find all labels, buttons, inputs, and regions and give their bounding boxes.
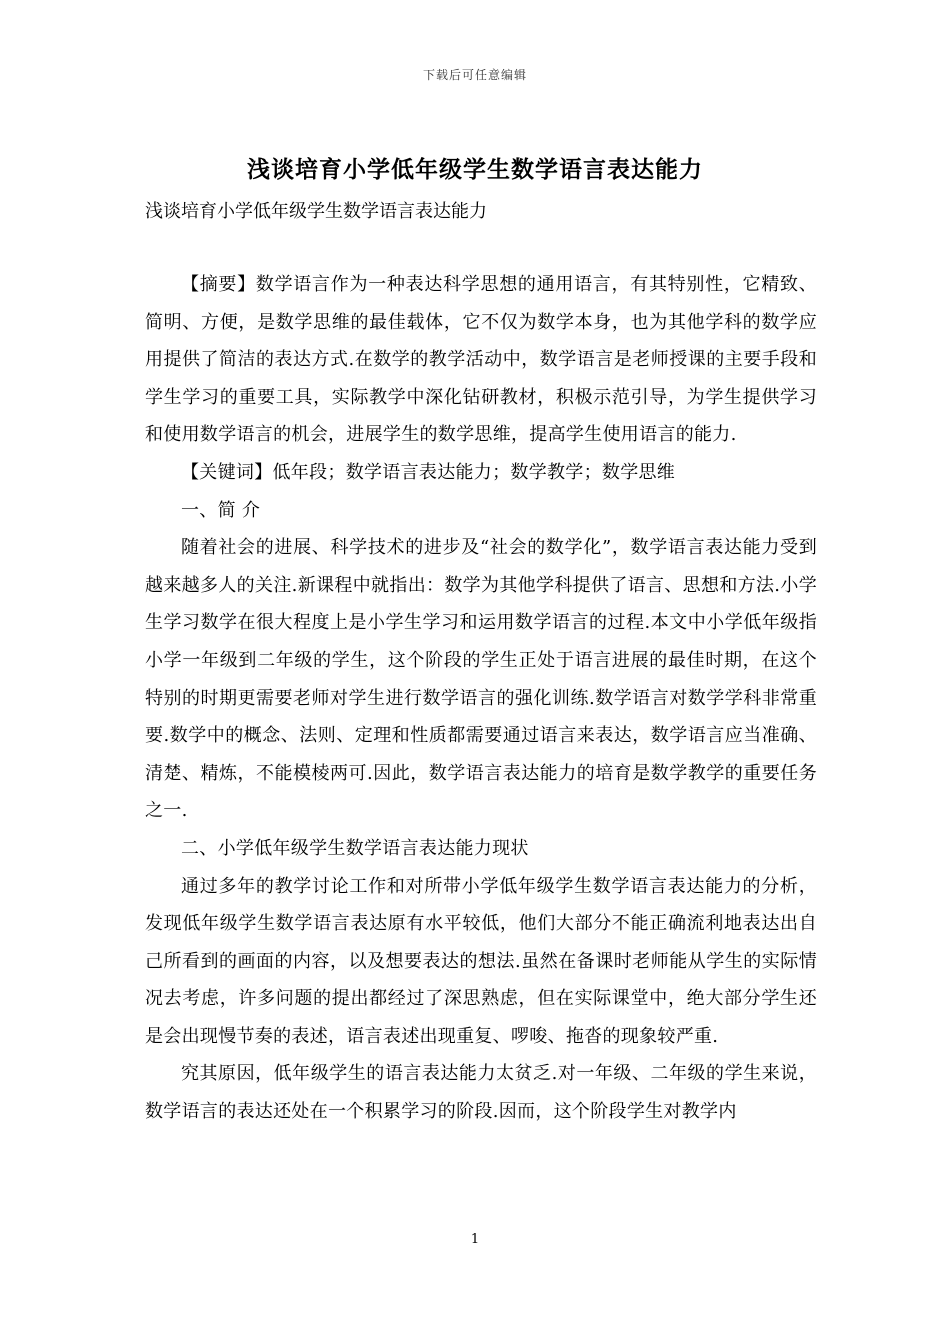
page-number: 1 — [470, 1232, 480, 1247]
header-note: 下载后可任意编辑 — [422, 68, 527, 82]
document-body — [145, 266, 817, 1131]
section-heading-introduction: 一、简 介 — [181, 499, 261, 521]
document-title: 浅谈培育小学低年级学生数学语言表达能力 — [247, 156, 703, 183]
abstract-paragraph: 【摘要】数学语言作为一种表达科学思想的通用语言，有其特别性，它精致、简明、方便，是数学思维的最佳载体，它不仅为数学本身，也为其他学科的数学应用提供了简洁的表达方式.在数学的教学活动中，数学语言是老师授课的主要手段和学生学习的重要工具，实际教学中深化钻研教材，积极示范引导，为学生提供学习和使用数学语言的机会，进展学生的数学思维，提高学生使用语言的能力. — [145, 274, 817, 446]
introduction-paragraph: 随着社会的进展、科学技术的进步及“社会的数学化”，数学语言表达能力受到越来越多人的关注.新课程中就指出：数学为其他学科提供了语言、思想和方法.小学生学习数学在很大程度上是小学生学习和运用数学语言的过程.本文中小学低年级指小学一年级到二年级的学生，这个阶段的学生正处于语言进展的最佳时期，在这个特别的时期更需要老师对学生进行数学语言的强化训练.数学语言对数学学科非常重要.数学中的概念、法则、定理和性质都需要通过语言来表达，数学语言应当准确、清楚、精炼，不能模棱两可.因此，数学语言表达能力的培育是数学教学的重要任务之一. — [145, 537, 817, 822]
status-paragraph: 通过多年的教学讨论工作和对所带小学低年级学生数学语言表达能力的分析，发现低年级学生数学语言表达原有水平较低，他们大部分不能正确流利地表达出自己所看到的画面的内容，以及想要表达的想法.虽然在备课时老师能从学生的实际情况去考虑，许多问题的提出都经过了深思熟虑，但在实际课堂中，绝大部分学生还是会出现慢节奏的表述，语言表述出现重复、啰唆、拖沓的现象较严重. — [145, 875, 817, 1047]
section-heading-status: 二、小学低年级学生数学语言表达能力现状 — [181, 837, 529, 859]
document-subtitle: 浅谈培育小学低年级学生数学语言表达能力 — [145, 201, 487, 222]
keywords-paragraph: 【关键词】低年段；数学语言表达能力；数学教学；数学思维 — [181, 461, 676, 483]
cause-paragraph: 究其原因，低年级学生的语言表达能力太贫乏.对一年级、二年级的学生来说，数学语言的表达还处在一个积累学习的阶段.因而，这个阶段学生对教学内 — [145, 1063, 817, 1123]
